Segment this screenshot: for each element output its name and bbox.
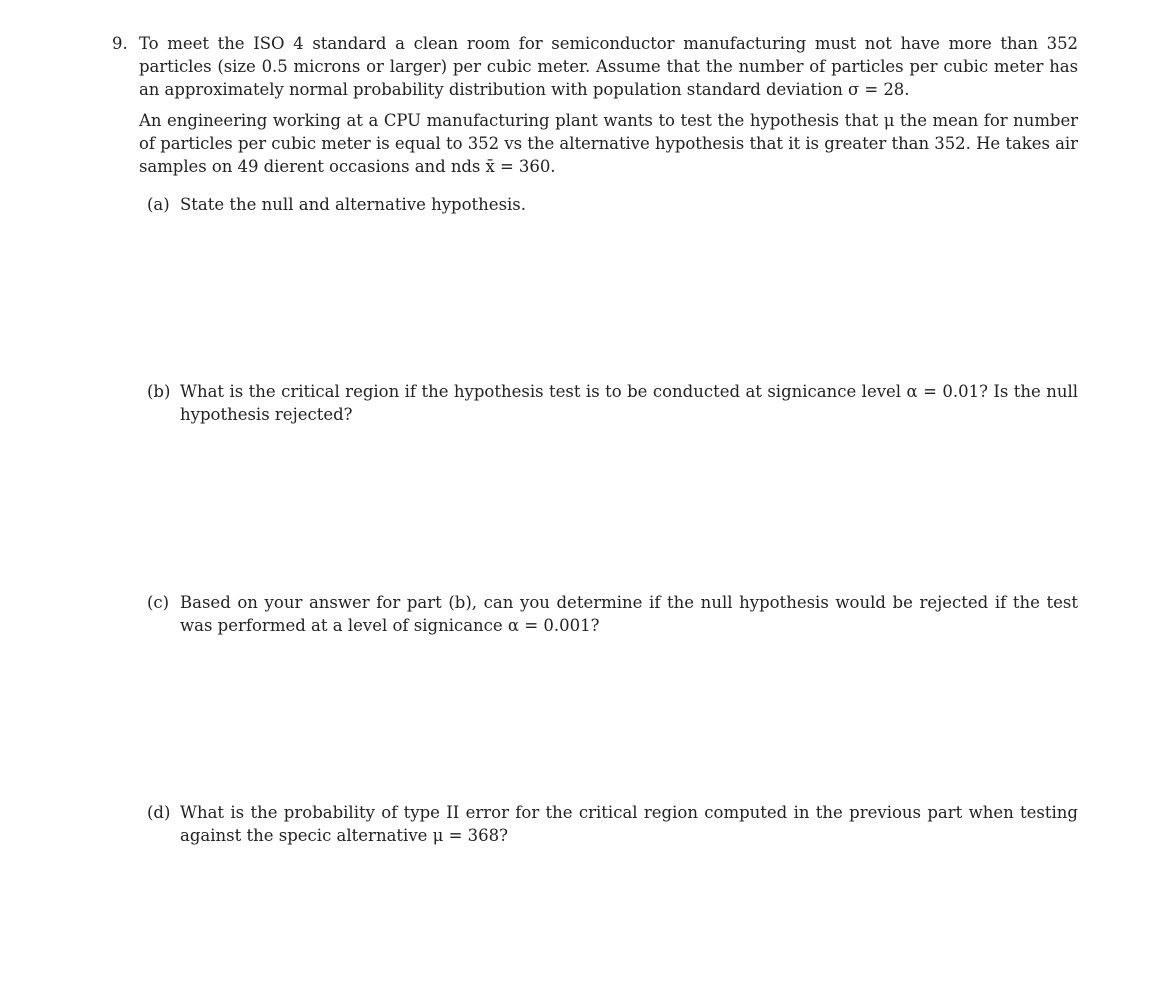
problem-number: 9.: [112, 34, 128, 53]
part-label: (a): [147, 195, 170, 214]
part-b: [147, 380, 1078, 426]
part-a: [147, 193, 1078, 216]
part-question: State the null and alternative hypothesis.: [180, 195, 527, 214]
problem-9: [112, 32, 1078, 178]
problem-intro: To meet the ISO 4 standard a clean room for semiconductor manufacturing must not have more than 352 particles (size 0.5 microns or larger) per cubic meter. Assume that the number of particles per cubic meter has an approximately normal probability distribution with population standard deviation σ = 28.: [139, 34, 1078, 99]
part-question: What is the critical region if the hypothesis test is to be conducted at signicance level α = 0.01? Is the null hypothesis rejected?: [180, 382, 1078, 424]
problem-setup: An engineering working at a CPU manufacturing plant wants to test the hypothesis that μ the mean for number of particles per cubic meter is equal to 352 vs the alternative hypothesis that it is greater than 352. He takes air samples on 49 dierent occasions and nds x̄ = 360.: [139, 111, 1078, 176]
part-question: Based on your answer for part (b), can you determine if the null hypothesis would be rejected if the test was performed at a level of signicance α = 0.001?: [180, 593, 1078, 635]
part-question: What is the probability of type II error for the critical region computed in the previous part when testing against the specic alternative μ = 368?: [180, 803, 1078, 845]
part-label: (c): [147, 593, 170, 612]
part-d: [147, 801, 1078, 847]
part-c: [147, 591, 1078, 637]
part-label: (b): [147, 382, 171, 401]
part-label: (d): [147, 803, 171, 822]
